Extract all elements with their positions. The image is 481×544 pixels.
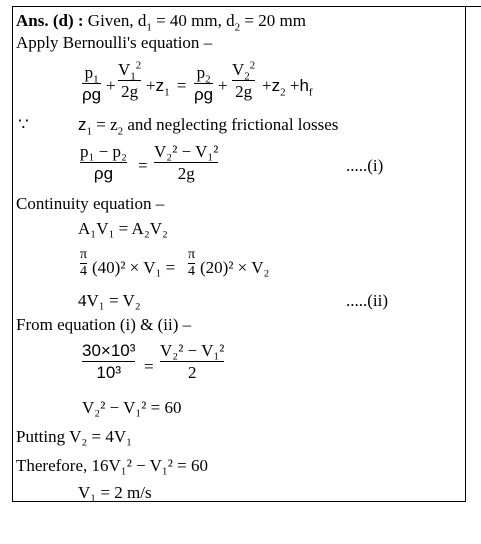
- eq1-right-fraction: V₂² − V₁² 2g: [154, 142, 219, 183]
- continuity-right-expr: (20)² × V₂: [200, 258, 270, 277]
- bernoulli-term-p1: $p_1$ ρg: [82, 63, 102, 104]
- bernoulli-heading: Apply Bernoulli's equation –: [16, 33, 213, 52]
- because-symbol: ∵: [18, 115, 29, 134]
- from-result: V₂² − V₁² = 60: [82, 398, 182, 417]
- answer-line: Ans. (d) : Given, $d_1 = 40$ mm, $d_2 = 20$ mm: [16, 11, 306, 34]
- answer-label: Ans. (d) :: [16, 11, 84, 30]
- eq1-equals: =: [138, 156, 148, 175]
- eq2-tag: .....(ii): [346, 291, 389, 310]
- continuity-result: 4V₁ = V₂: [78, 291, 141, 310]
- continuity-line: A₁V₁ = A₂V₂: [78, 219, 168, 238]
- continuity-left-expr: (40)² × V₁ =: [92, 258, 176, 277]
- plus-sign: +: [106, 76, 116, 95]
- from-right-fraction: V₂² − V₁² 2: [160, 341, 225, 382]
- from-heading: From equation (i) & (ii) –: [16, 315, 192, 334]
- plus-z1: $+z_1$ =: [146, 76, 187, 99]
- pi-over-4-right: π 4: [188, 247, 196, 279]
- from-left-fraction: 30×10³ 10³: [82, 341, 136, 382]
- final-answer: V₁ = 2 m/s: [78, 483, 152, 502]
- therefore-line: Therefore, 16V₁² − V₁² = 60: [16, 456, 208, 475]
- plus-z2-hf: $+z_2 +h_f$: [262, 76, 313, 99]
- condition-text: $z_1 = z_2$ and neglecting frictional losses: [78, 115, 339, 138]
- pi-over-4-left: π 4: [80, 247, 88, 279]
- bernoulli-term-v2: $V_2^2$ 2g: [232, 59, 256, 101]
- top-border-extension: [466, 6, 481, 7]
- continuity-heading: Continuity equation –: [16, 194, 165, 213]
- bernoulli-term-v1: $V_1^2$ 2g: [118, 59, 142, 101]
- putting-line: Putting V₂ = 4V₁: [16, 427, 133, 446]
- plus-sign-2: +: [218, 76, 228, 95]
- eq1-left-fraction: p₁ − p₂ ρg: [80, 142, 127, 183]
- eq1-tag: .....(i): [346, 156, 384, 175]
- bernoulli-term-p2: $p_2$ ρg: [194, 63, 214, 104]
- from-equals: =: [144, 357, 154, 376]
